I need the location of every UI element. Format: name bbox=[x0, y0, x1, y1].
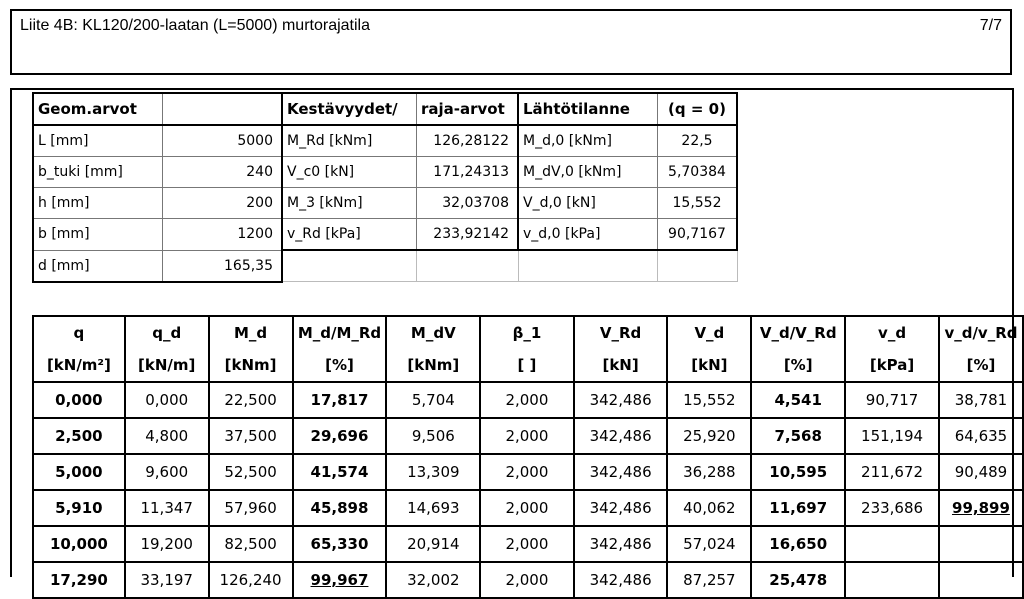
geom-label: h [mm] bbox=[33, 188, 163, 219]
column-header: q bbox=[33, 316, 125, 349]
column-header: V_d/V_Rd bbox=[751, 316, 845, 349]
table-cell: 16,650 bbox=[751, 526, 845, 562]
table-cell: 2,000 bbox=[480, 454, 574, 490]
table-cell: 5,910 bbox=[33, 490, 125, 526]
table-cell: 342,486 bbox=[574, 526, 668, 562]
table-cell: 4,800 bbox=[125, 418, 209, 454]
geom-label: b [mm] bbox=[33, 219, 163, 251]
geom-value: 240 bbox=[163, 157, 283, 188]
empty-cell bbox=[658, 250, 738, 282]
table-cell: 10,595 bbox=[751, 454, 845, 490]
table-cell: 45,898 bbox=[293, 490, 387, 526]
table-cell bbox=[939, 526, 1023, 562]
column-unit: [kN/m²] bbox=[33, 349, 125, 382]
column-unit: [kN] bbox=[667, 349, 751, 382]
column-unit: [kN/m] bbox=[125, 349, 209, 382]
table-cell: 9,506 bbox=[386, 418, 480, 454]
table-cell: 82,500 bbox=[209, 526, 293, 562]
column-header: V_Rd bbox=[574, 316, 668, 349]
table-cell: 2,000 bbox=[480, 526, 574, 562]
table-cell bbox=[845, 526, 939, 562]
column-unit: [kPa] bbox=[845, 349, 939, 382]
header-box bbox=[10, 9, 1012, 75]
table-cell: 5,704 bbox=[386, 382, 480, 418]
geom-label: L [mm] bbox=[33, 125, 163, 157]
table-cell: 151,194 bbox=[845, 418, 939, 454]
capacity-heading: Kestävyydet/ bbox=[282, 93, 417, 125]
geom-heading-blank bbox=[163, 93, 283, 125]
table-cell: 13,309 bbox=[386, 454, 480, 490]
column-header: M_d bbox=[209, 316, 293, 349]
capacity-heading-2: raja-arvot bbox=[417, 93, 519, 125]
table-cell: 10,000 bbox=[33, 526, 125, 562]
table-cell: 2,500 bbox=[33, 418, 125, 454]
table-cell: 64,635 bbox=[939, 418, 1023, 454]
table-cell: 90,717 bbox=[845, 382, 939, 418]
table-row bbox=[33, 490, 1023, 526]
table-cell: 17,817 bbox=[293, 382, 387, 418]
capacity-label: M_3 [kNm] bbox=[282, 188, 417, 219]
table-cell: 36,288 bbox=[667, 454, 751, 490]
table-cell: 7,568 bbox=[751, 418, 845, 454]
initial-label: M_d,0 [kNm] bbox=[518, 125, 658, 157]
column-header: M_d/M_Rd bbox=[293, 316, 387, 349]
table-cell: 0,000 bbox=[33, 382, 125, 418]
column-unit: [kNm] bbox=[209, 349, 293, 382]
empty-cell bbox=[282, 250, 417, 282]
geom-value: 165,35 bbox=[163, 250, 283, 282]
capacity-value: 126,28122 bbox=[417, 125, 519, 157]
table-cell: 22,500 bbox=[209, 382, 293, 418]
column-header: V_d bbox=[667, 316, 751, 349]
results-table bbox=[32, 315, 1024, 599]
table-cell: 99,899 bbox=[939, 490, 1023, 526]
table-row bbox=[33, 382, 1023, 418]
capacity-label: M_Rd [kNm] bbox=[282, 125, 417, 157]
table-cell: 4,541 bbox=[751, 382, 845, 418]
table-cell: 342,486 bbox=[574, 454, 668, 490]
geom-heading: Geom.arvot bbox=[33, 93, 163, 125]
table-cell: 342,486 bbox=[574, 562, 668, 598]
table-cell: 2,000 bbox=[480, 490, 574, 526]
capacity-label: v_Rd [kPa] bbox=[282, 219, 417, 251]
table-row bbox=[33, 418, 1023, 454]
initial-label: M_dV,0 [kNm] bbox=[518, 157, 658, 188]
empty-cell bbox=[417, 250, 519, 282]
table-cell: 2,000 bbox=[480, 562, 574, 598]
empty-cell bbox=[518, 250, 658, 282]
geom-value: 5000 bbox=[163, 125, 283, 157]
geom-label: b_tuki [mm] bbox=[33, 157, 163, 188]
column-unit: [kN] bbox=[574, 349, 668, 382]
initial-label: V_d,0 [kN] bbox=[518, 188, 658, 219]
table-row bbox=[33, 526, 1023, 562]
column-unit: [%] bbox=[751, 349, 845, 382]
initial-value: 90,7167 bbox=[658, 219, 738, 251]
column-header: M_dV bbox=[386, 316, 480, 349]
table-cell: 87,257 bbox=[667, 562, 751, 598]
column-unit: [ ] bbox=[480, 349, 574, 382]
table-cell: 40,062 bbox=[667, 490, 751, 526]
geom-value: 200 bbox=[163, 188, 283, 219]
table-cell: 14,693 bbox=[386, 490, 480, 526]
table-cell: 99,967 bbox=[293, 562, 387, 598]
table-cell: 90,489 bbox=[939, 454, 1023, 490]
initial-value: 5,70384 bbox=[658, 157, 738, 188]
table-cell: 33,197 bbox=[125, 562, 209, 598]
page-number: 7/7 bbox=[979, 17, 1002, 34]
initial-value: 15,552 bbox=[658, 188, 738, 219]
table-cell: 37,500 bbox=[209, 418, 293, 454]
capacity-value: 171,24313 bbox=[417, 157, 519, 188]
initial-heading-2: (q = 0) bbox=[658, 93, 738, 125]
table-cell: 233,686 bbox=[845, 490, 939, 526]
table-cell: 15,552 bbox=[667, 382, 751, 418]
column-header: v_d/v_Rd bbox=[939, 316, 1023, 349]
table-cell: 342,486 bbox=[574, 490, 668, 526]
table-row bbox=[33, 454, 1023, 490]
table-cell: 38,781 bbox=[939, 382, 1023, 418]
table-cell: 2,000 bbox=[480, 418, 574, 454]
capacity-value: 32,03708 bbox=[417, 188, 519, 219]
table-cell: 0,000 bbox=[125, 382, 209, 418]
column-unit: [kNm] bbox=[386, 349, 480, 382]
geom-label: d [mm] bbox=[33, 250, 163, 282]
table-cell: 52,500 bbox=[209, 454, 293, 490]
table-cell: 25,920 bbox=[667, 418, 751, 454]
column-header: v_d bbox=[845, 316, 939, 349]
parameter-table bbox=[32, 92, 738, 283]
table-cell: 29,696 bbox=[293, 418, 387, 454]
capacity-label: V_c0 [kN] bbox=[282, 157, 417, 188]
table-cell: 126,240 bbox=[209, 562, 293, 598]
table-cell: 342,486 bbox=[574, 382, 668, 418]
table-cell: 11,347 bbox=[125, 490, 209, 526]
column-header: β_1 bbox=[480, 316, 574, 349]
table-cell: 342,486 bbox=[574, 418, 668, 454]
initial-heading: Lähtötilanne bbox=[518, 93, 658, 125]
geom-value: 1200 bbox=[163, 219, 283, 251]
initial-label: v_d,0 [kPa] bbox=[518, 219, 658, 251]
table-cell: 41,574 bbox=[293, 454, 387, 490]
table-cell: 25,478 bbox=[751, 562, 845, 598]
table-cell: 65,330 bbox=[293, 526, 387, 562]
column-unit: [%] bbox=[939, 349, 1023, 382]
table-cell: 9,600 bbox=[125, 454, 209, 490]
initial-value: 22,5 bbox=[658, 125, 738, 157]
table-cell: 5,000 bbox=[33, 454, 125, 490]
table-cell: 20,914 bbox=[386, 526, 480, 562]
table-cell bbox=[845, 562, 939, 598]
table-cell: 17,290 bbox=[33, 562, 125, 598]
table-cell: 57,024 bbox=[667, 526, 751, 562]
capacity-value: 233,92142 bbox=[417, 219, 519, 251]
document-title: Liite 4B: KL120/200-laatan (L=5000) murtorajatila bbox=[20, 17, 370, 34]
table-cell: 2,000 bbox=[480, 382, 574, 418]
table-cell: 19,200 bbox=[125, 526, 209, 562]
table-cell: 57,960 bbox=[209, 490, 293, 526]
table-cell bbox=[939, 562, 1023, 598]
table-cell: 32,002 bbox=[386, 562, 480, 598]
table-cell: 211,672 bbox=[845, 454, 939, 490]
column-header: q_d bbox=[125, 316, 209, 349]
column-unit: [%] bbox=[293, 349, 387, 382]
table-row bbox=[33, 562, 1023, 598]
table-cell: 11,697 bbox=[751, 490, 845, 526]
